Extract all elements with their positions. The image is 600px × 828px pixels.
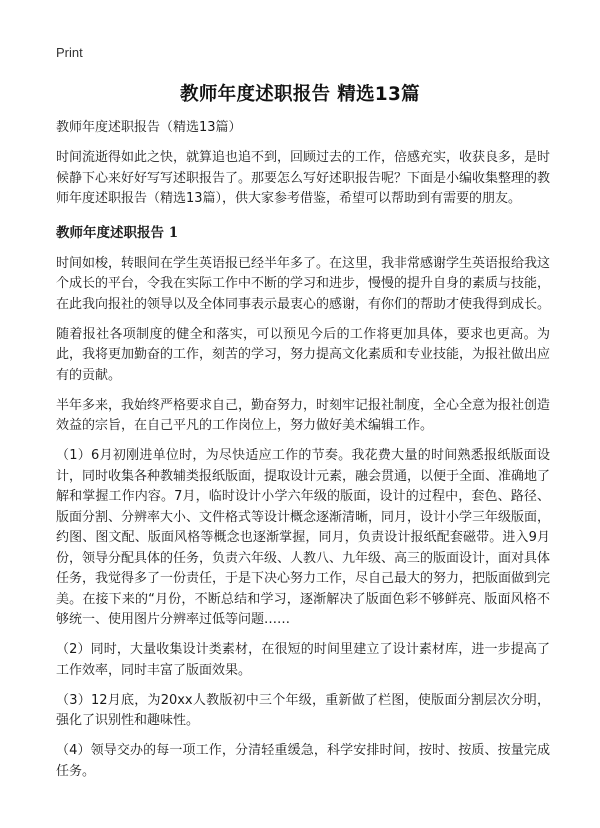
page-title: 教师年度述职报告 精选13篇 <box>180 84 420 105</box>
body-paragraph: 时间如梭，转眼间在学生英语报已经半年多了。在这里，我非常感谢学生英语报给我这个成长的平台，令我在实际工作中不断的学习和进步，慢慢的提升自身的素质与技能，在此我向报社的领导以及全体同事表示最衷心的感谢，有你们的帮助才使我得到成长。 <box>56 255 551 312</box>
body-paragraph: （4）领导交办的每一项工作，分清轻重缓急，科学安排时间，按时、按质、按量完成任务。 <box>56 743 550 779</box>
document-subtitle: 教师年度述职报告（精选13篇） <box>56 120 242 135</box>
document-body <box>56 118 550 792</box>
body-paragraph: （2）同时，大量收集设计类素材，在很短的时间里建立了设计素材库，进一步提高了工作效率，同时丰富了版面效果。 <box>56 642 550 678</box>
print-link[interactable]: Print <box>56 45 83 60</box>
section-heading: 教师年度述职报告 1 <box>56 224 179 241</box>
body-paragraph: 半年多来，我始终严格要求自己，勤奋努力，时刻牢记报社制度，全心全意为报社创造效益的宗旨，在自己平凡的工作岗位上，努力做好美术编辑工作。 <box>56 397 551 433</box>
intro-paragraph: 时间流逝得如此之快，就算追也追不到，回顾过去的工作，倍感充实，收获良多，是时候静下心来好好写写述职报告了。那要怎么写好述职报告呢？下面是小编收集整理的教师年度述职报告（精选13篇），供大家参考借鉴，希望可以帮助到有需要的朋友。 <box>56 150 551 206</box>
body-paragraph: （3）12月底，为20xx人教版初中三个年级，重新做了栏图，使版面分割层次分明，强化了识别性和趣味性。 <box>56 692 550 728</box>
body-paragraph: （1）6月初刚进单位时，为尽快适应工作的节奏。我花费大量的时间熟悉报纸版面设计，同时收集各种教辅类报纸版面，提取设计元素，融会贯通，以便于全面、准确地了解和掌握工作内容。7月，临时设计小学六年级的版面，设计的过程中，套色、路径、版面分割、分辨率大小、文件格式等设计概念逐渐清晰，同月，设计小学三年级版面，约图、图文配、版面风格等概念也逐渐掌握，同月，负责设计报纸配套磁带。进入9月份，领导分配具体的任务，负责六年级、人教八、九年级、高三的版面设计，面对具体任务，我觉得多了一份责任，于是下决心努力工作，尽自己最大的努力，把版面做到完美。在接下来的“月份，不断总结和学习，逐渐解决了版面色彩不够鲜亮、版面风格不够统一、使用图片分辨率过低等问题…… <box>56 448 551 627</box>
body-paragraph: 随着报社各项制度的健全和落实，可以预见今后的工作将更加具体，要求也更高。为此，我将更加勤奋的工作，刻苦的学习，努力提高文化素质和专业技能，为报社做出应有的贡献。 <box>56 326 551 383</box>
